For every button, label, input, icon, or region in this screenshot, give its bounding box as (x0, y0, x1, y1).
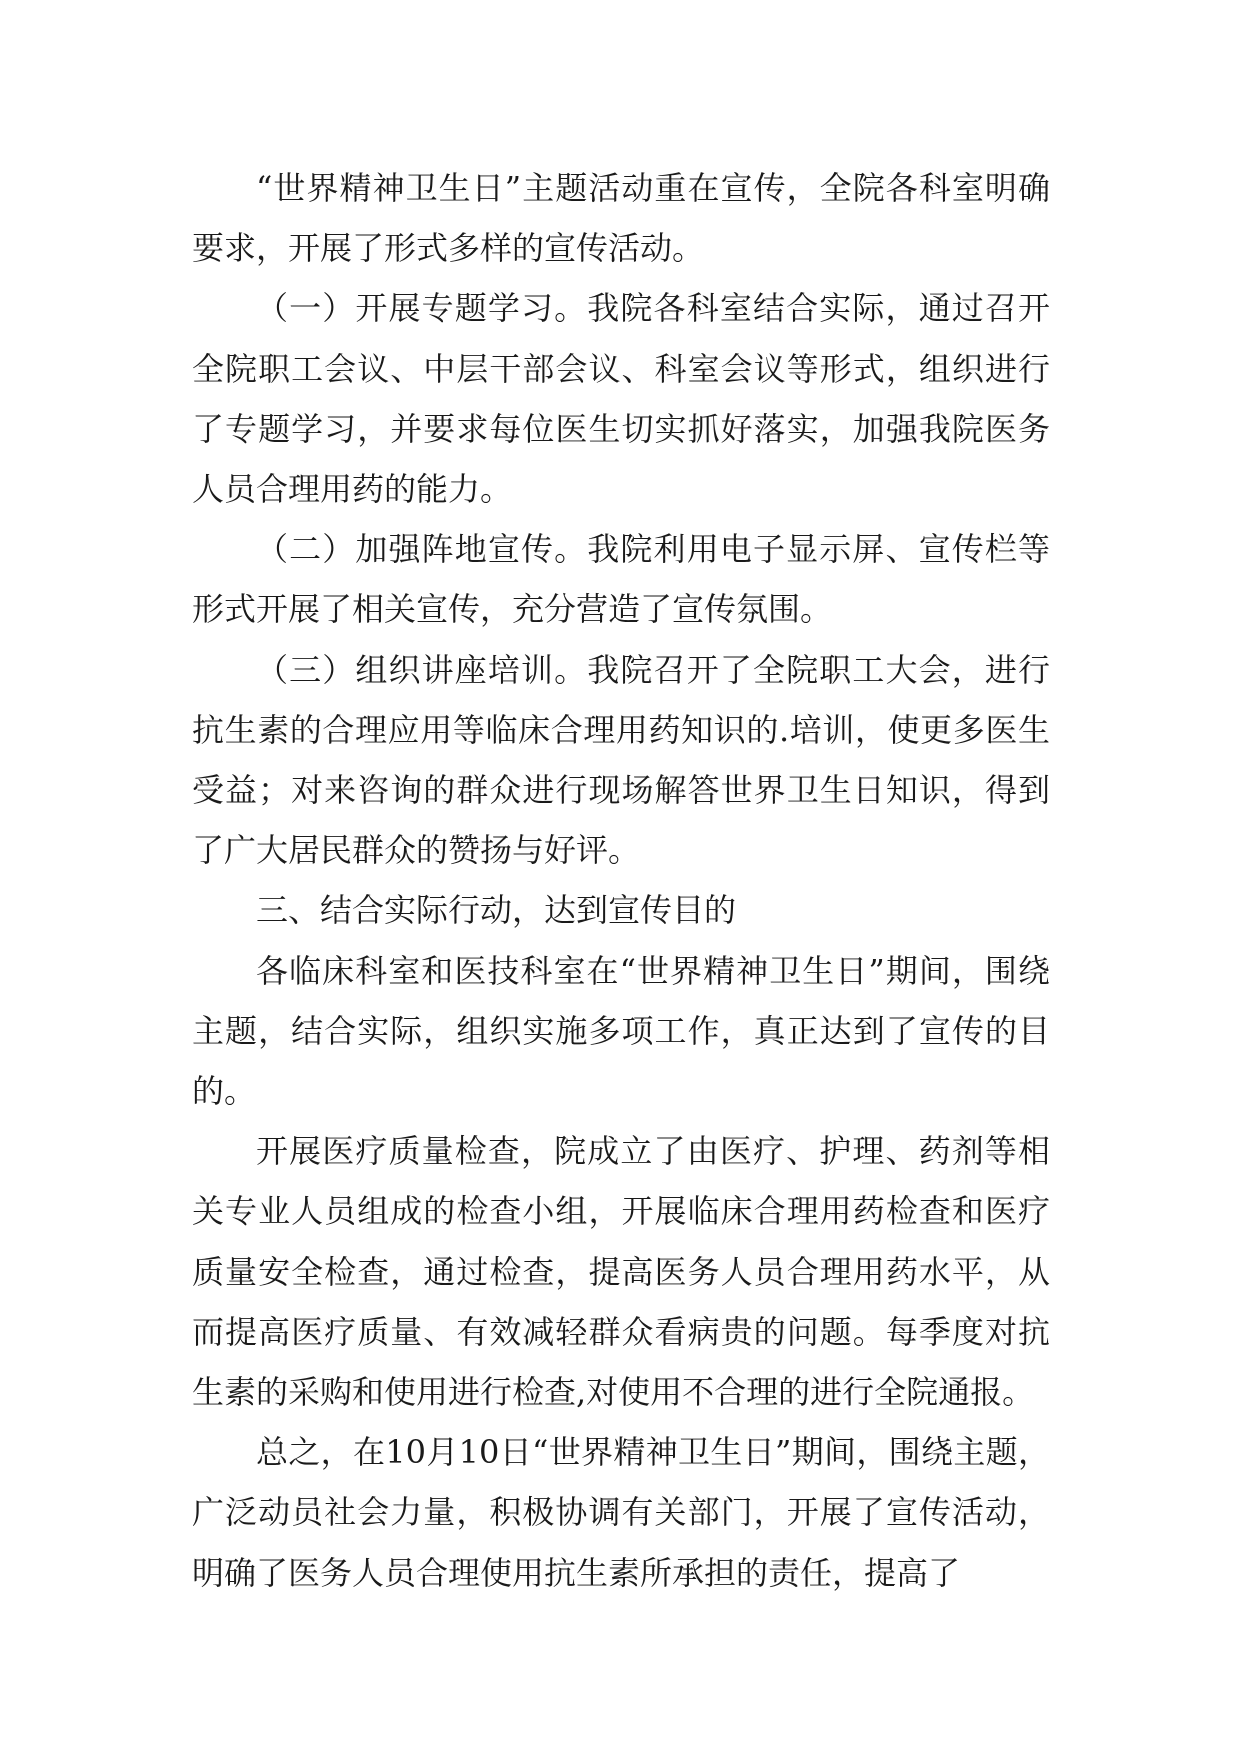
paragraph-publicity: （二）加强阵地宣传。我院利用电子显示屏、宣传栏等形式开展了相关宣传，充分营造了宣传氛围。 (192, 530, 1050, 629)
paragraph-intro: “世界精神卫生日”主题活动重在宣传，全院各科室明确要求，开展了形式多样的宣传活动。 (192, 169, 1050, 268)
document-body (192, 158, 1050, 1603)
paragraph-study: （一）开展专题学习。我院各科室结合实际，通过召开全院职工会议、中层干部会议、科室会议等形式，组织进行了专题学习，并要求每位医生切实抓好落实，加强我院医务人员合理用药的能力。 (192, 289, 1050, 509)
paragraph-training: （三）组织讲座培训。我院召开了全院职工大会，进行抗生素的合理应用等临床合理用药知识的.培训，使更多医生受益；对来咨询的群众进行现场解答世界卫生日知识，得到了广大居民群众的赞扬与好评。 (192, 650, 1050, 870)
paragraph-summary: 总之，在10月10日“世界精神卫生日”期间，围绕主题，广泛动员社会力量，积极协调有关部门，开展了宣传活动，明确了医务人员合理使用抗生素所承担的责任，提高了 (192, 1433, 1050, 1592)
section-heading-3: 三、结合实际行动，达到宣传目的 (256, 891, 737, 930)
paragraph-departments: 各临床科室和医技科室在“世界精神卫生日”期间，围绕主题，结合实际，组织实施多项工作，真正达到了宣传的目的。 (192, 951, 1050, 1111)
paragraph-quality-check: 开展医疗质量检查，院成立了由医疗、护理、药剂等相关专业人员组成的检查小组，开展临床合理用药检查和医疗质量安全检查，通过检查，提高医务人员合理用药水平，从而提高医疗质量、有效减轻群众看病贵的问题。每季度对抗生素的采购和使用进行检查,对使用不合理的进行全院通报。 (192, 1132, 1050, 1412)
